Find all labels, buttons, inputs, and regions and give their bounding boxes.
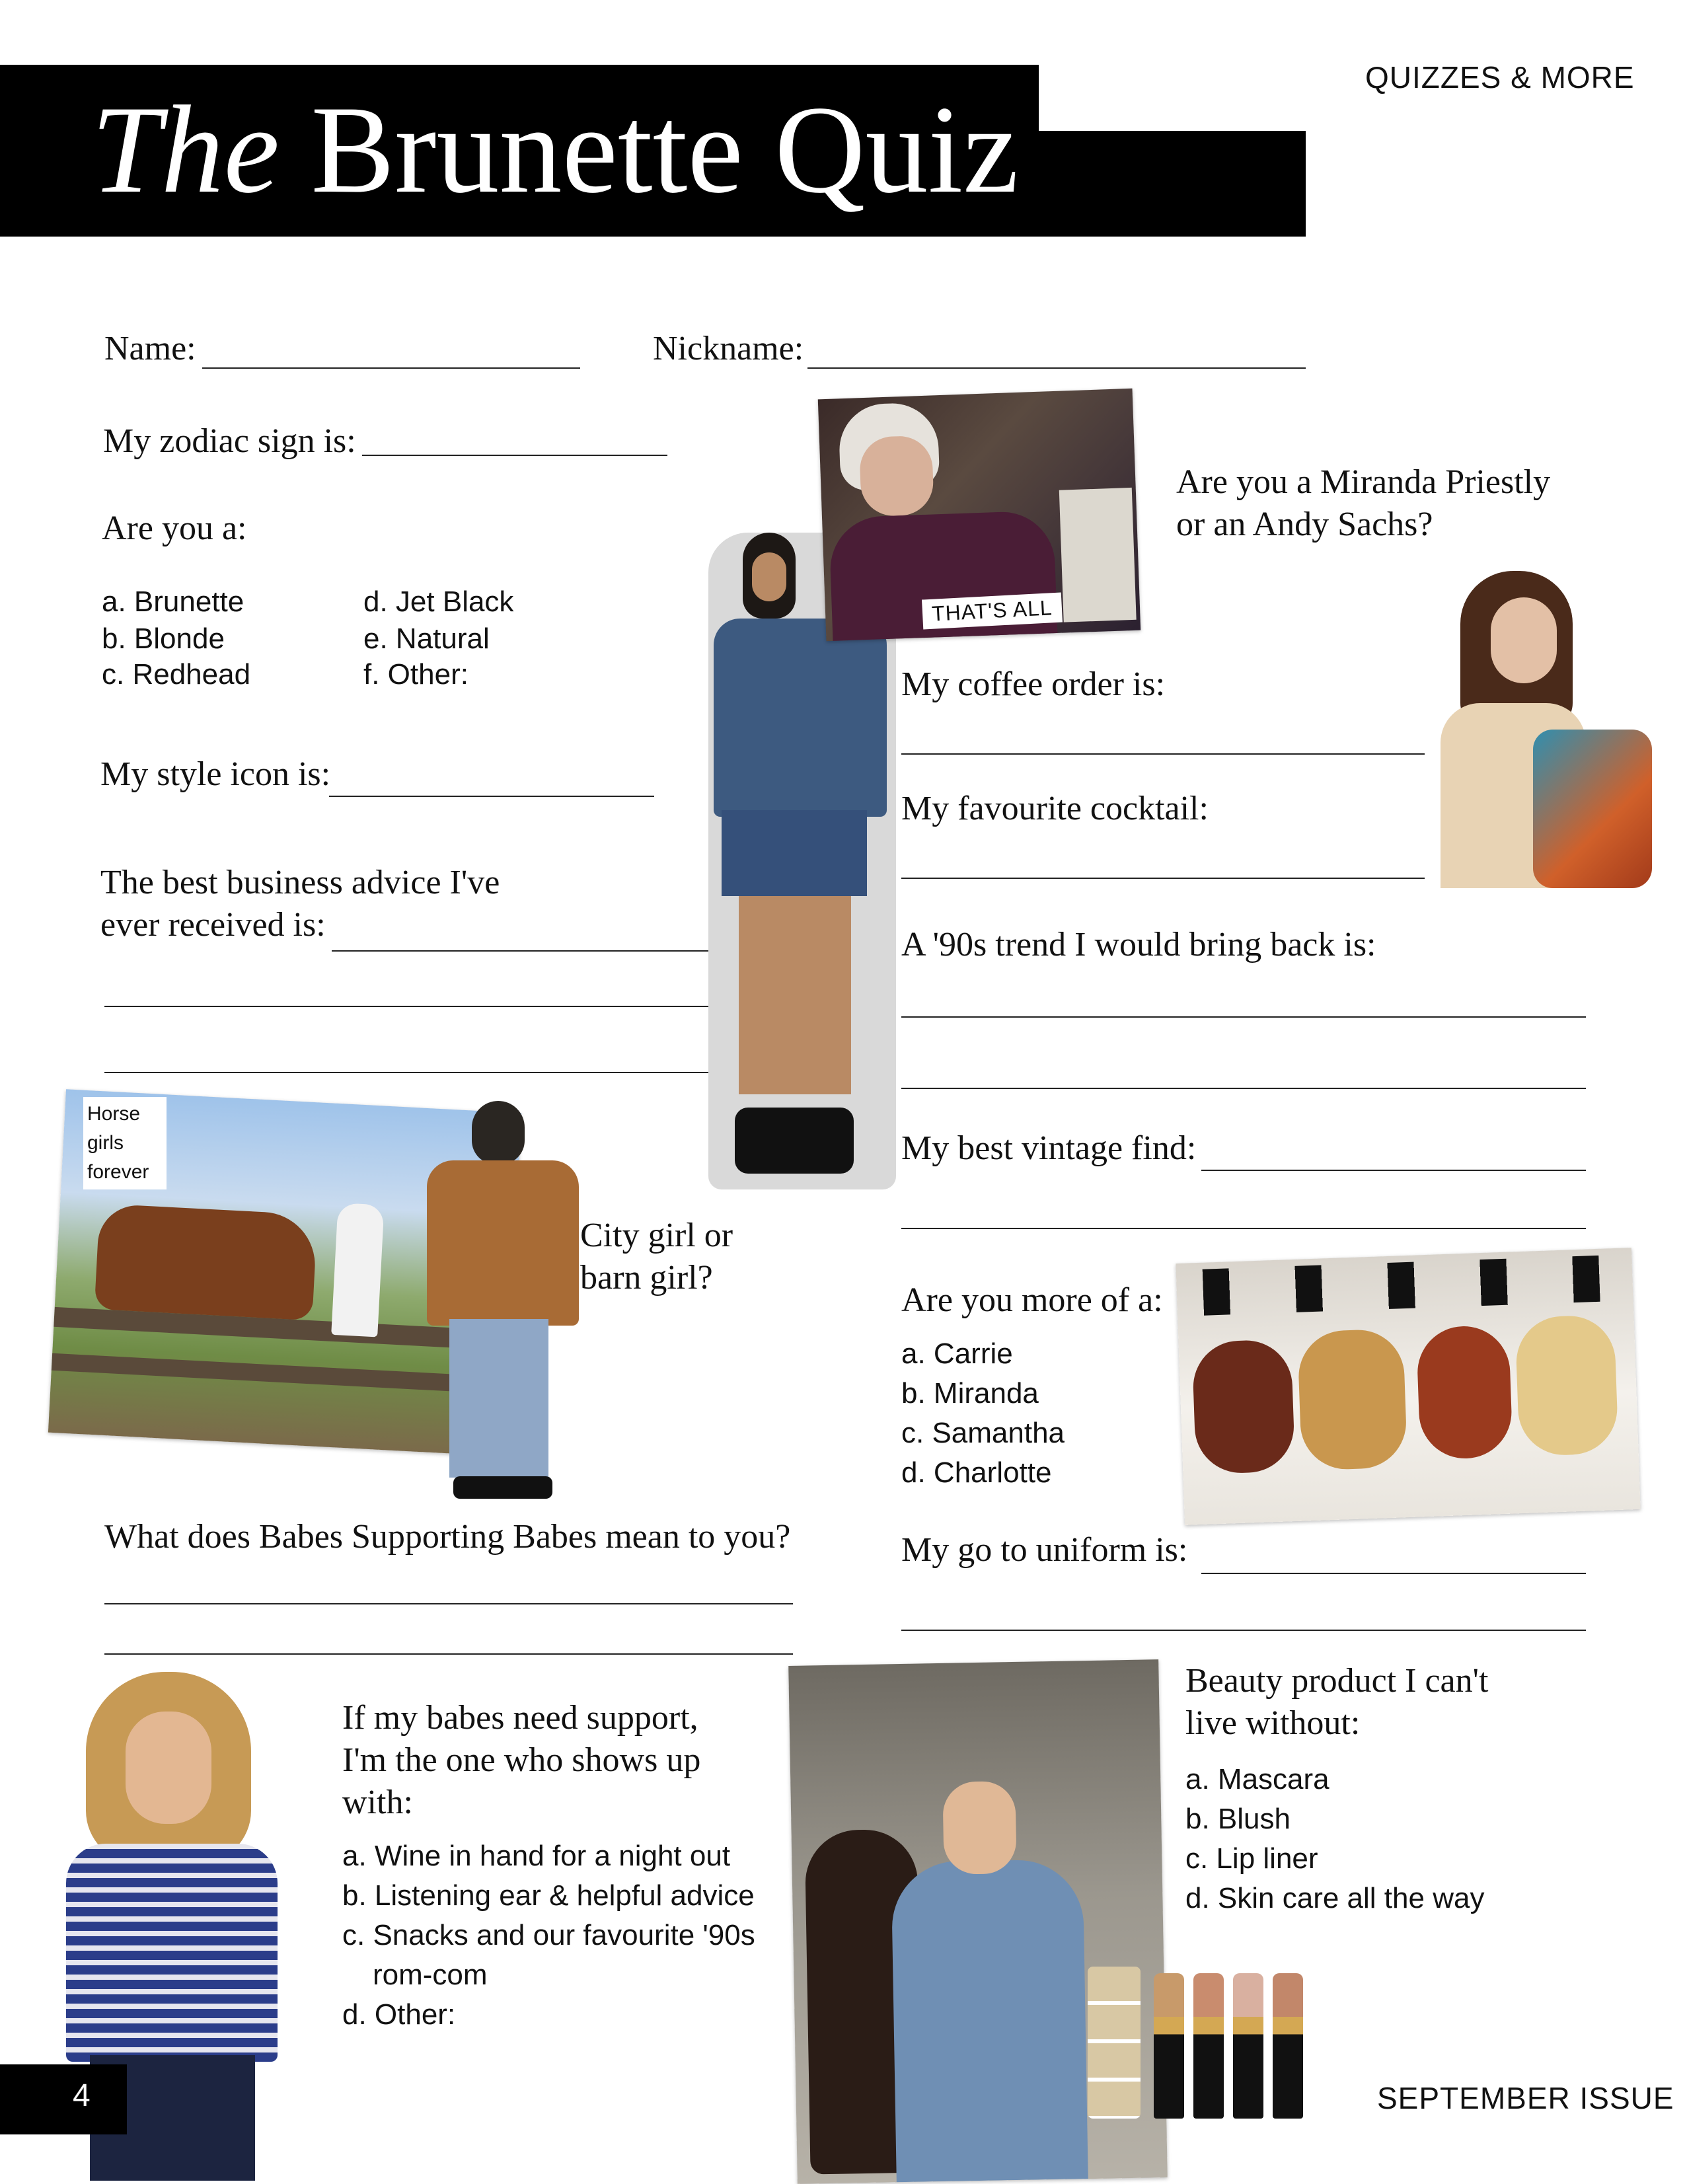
page-number: 4 bbox=[73, 2078, 91, 2113]
support-option[interactable]: d. Other: bbox=[342, 1998, 456, 2031]
jeans-shape bbox=[449, 1319, 548, 1478]
legs-shape bbox=[739, 896, 851, 1094]
name-label: Name: bbox=[104, 330, 196, 367]
hair-shape bbox=[1191, 1339, 1295, 1474]
face-shape bbox=[1491, 597, 1557, 683]
style-icon-label: My style icon is: bbox=[100, 755, 331, 793]
vintage-label: My best vintage find: bbox=[901, 1129, 1197, 1167]
advice-label-line2: ever received is: bbox=[100, 906, 326, 944]
thats-all-caption: THAT'S ALL bbox=[922, 593, 1063, 630]
name-field[interactable] bbox=[202, 367, 580, 369]
babes-field[interactable] bbox=[104, 1653, 793, 1655]
newspaper-shape bbox=[1059, 488, 1137, 622]
miranda-question-line1: Are you a Miranda Priestly bbox=[1176, 463, 1551, 501]
hair-shape bbox=[1416, 1325, 1513, 1460]
page-title bbox=[91, 74, 1019, 226]
zodiac-field[interactable] bbox=[362, 455, 667, 456]
advice-field[interactable] bbox=[104, 1006, 726, 1007]
lipstick-shape bbox=[1193, 1973, 1224, 2119]
beauty-question-line1: Beauty product I can't bbox=[1185, 1662, 1489, 1700]
uniform-field[interactable] bbox=[1201, 1573, 1586, 1574]
lipstick-cutout bbox=[1088, 1947, 1303, 2125]
shirt-shape bbox=[66, 1844, 278, 2062]
satc-option[interactable]: a. Carrie bbox=[901, 1337, 1013, 1370]
sex-and-the-city-photo bbox=[1176, 1248, 1640, 1525]
hair-shape bbox=[1297, 1328, 1407, 1470]
shirt-shape bbox=[714, 619, 887, 817]
shoes-shape bbox=[735, 1108, 854, 1174]
coffee-field[interactable] bbox=[901, 753, 1425, 755]
head-shape bbox=[472, 1101, 525, 1164]
babes-field[interactable] bbox=[104, 1603, 793, 1604]
face-shape bbox=[126, 1712, 211, 1824]
shoes-shape bbox=[1203, 1256, 1600, 1316]
advice-label-line1: The best business advice I've bbox=[100, 864, 500, 901]
hair-question: Are you a: bbox=[102, 509, 247, 547]
horse-caption-line: Horse bbox=[87, 1103, 141, 1125]
hair-shape bbox=[1515, 1314, 1618, 1456]
horse-shape bbox=[94, 1203, 318, 1320]
person-shape bbox=[331, 1203, 384, 1337]
cocktail-label: My favourite cocktail: bbox=[901, 790, 1209, 827]
support-line: If my babes need support, bbox=[342, 1699, 698, 1737]
hair-option[interactable]: c. Redhead bbox=[102, 658, 251, 691]
page-number-box bbox=[0, 2064, 127, 2134]
support-line: with: bbox=[342, 1784, 413, 1821]
face-shape bbox=[942, 1781, 1016, 1875]
face-shape bbox=[752, 552, 786, 601]
compact-shape bbox=[1088, 1967, 1141, 2119]
horse-caption bbox=[83, 1097, 167, 1189]
nickname-field[interactable] bbox=[807, 367, 1306, 369]
satc-option[interactable]: c. Samantha bbox=[901, 1417, 1065, 1449]
hair-option[interactable]: a. Brunette bbox=[102, 585, 244, 618]
trend-field[interactable] bbox=[901, 1016, 1586, 1018]
hair-option[interactable]: b. Blonde bbox=[102, 622, 225, 655]
support-option[interactable]: c. Snacks and our favourite '90s bbox=[342, 1919, 755, 1951]
section-label: QUIZZES & MORE bbox=[1365, 60, 1635, 94]
vintage-field[interactable] bbox=[901, 1228, 1586, 1229]
support-option[interactable]: b. Listening ear & helpful advice bbox=[342, 1879, 755, 1912]
lipstick-shape bbox=[1273, 1973, 1303, 2119]
uniform-label: My go to uniform is: bbox=[901, 1531, 1188, 1569]
cocktail-field[interactable] bbox=[901, 878, 1425, 879]
support-option[interactable]: a. Wine in hand for a night out bbox=[342, 1840, 731, 1872]
issue-label: SEPTEMBER ISSUE bbox=[1377, 2081, 1674, 2115]
jacket-shape bbox=[891, 1859, 1088, 2182]
bags-shape bbox=[1533, 730, 1652, 888]
trend-field[interactable] bbox=[901, 1088, 1586, 1089]
advice-field[interactable] bbox=[104, 1072, 726, 1073]
title-banner-step bbox=[1039, 131, 1306, 237]
babes-question: What does Babes Supporting Babes mean to you? bbox=[104, 1518, 791, 1556]
jacket-shape bbox=[427, 1160, 579, 1326]
hair-option[interactable]: e. Natural bbox=[363, 622, 490, 655]
face-shape bbox=[859, 435, 934, 517]
beauty-option[interactable]: b. Blush bbox=[1185, 1803, 1291, 1835]
hair-option[interactable]: d. Jet Black bbox=[363, 585, 514, 618]
uniform-field[interactable] bbox=[901, 1630, 1586, 1631]
horse-caption-line: forever bbox=[87, 1161, 149, 1183]
shoes-shape bbox=[453, 1476, 552, 1499]
lipstick-shape bbox=[1233, 1973, 1263, 2119]
support-line: I'm the one who shows up bbox=[342, 1741, 701, 1779]
city-girl-line1: City girl or bbox=[580, 1217, 733, 1254]
style-icon-field[interactable] bbox=[329, 796, 654, 797]
miranda-question-line2: or an Andy Sachs? bbox=[1176, 506, 1433, 543]
support-option-continued: rom-com bbox=[373, 1959, 488, 1991]
satc-option[interactable]: d. Charlotte bbox=[901, 1456, 1052, 1489]
trend-label: A '90s trend I would bring back is: bbox=[901, 926, 1376, 963]
title-main: Brunette Quiz bbox=[311, 81, 1019, 219]
andy-sachs-cutout bbox=[1434, 571, 1652, 888]
beauty-option[interactable]: a. Mascara bbox=[1185, 1763, 1329, 1795]
shorts-shape bbox=[722, 810, 867, 896]
coffee-label: My coffee order is: bbox=[901, 665, 1166, 703]
beauty-option[interactable]: d. Skin care all the way bbox=[1185, 1882, 1485, 1914]
city-girl-line2: barn girl? bbox=[580, 1259, 713, 1297]
horse-caption-line: girls bbox=[87, 1132, 124, 1154]
title-italic: The bbox=[91, 81, 280, 219]
lipstick-shape bbox=[1154, 1973, 1184, 2119]
satc-option[interactable]: b. Miranda bbox=[901, 1377, 1039, 1410]
beauty-option[interactable]: c. Lip liner bbox=[1185, 1842, 1318, 1875]
zodiac-label: My zodiac sign is: bbox=[103, 422, 356, 460]
advice-field[interactable] bbox=[332, 950, 726, 952]
beauty-question-line2: live without: bbox=[1185, 1704, 1361, 1742]
nickname-label: Nickname: bbox=[653, 330, 804, 367]
hair-option[interactable]: f. Other: bbox=[363, 658, 468, 691]
jacket-model-cutout bbox=[420, 1101, 585, 1508]
satc-question: Are you more of a: bbox=[901, 1281, 1163, 1319]
vintage-field[interactable] bbox=[1201, 1170, 1586, 1171]
